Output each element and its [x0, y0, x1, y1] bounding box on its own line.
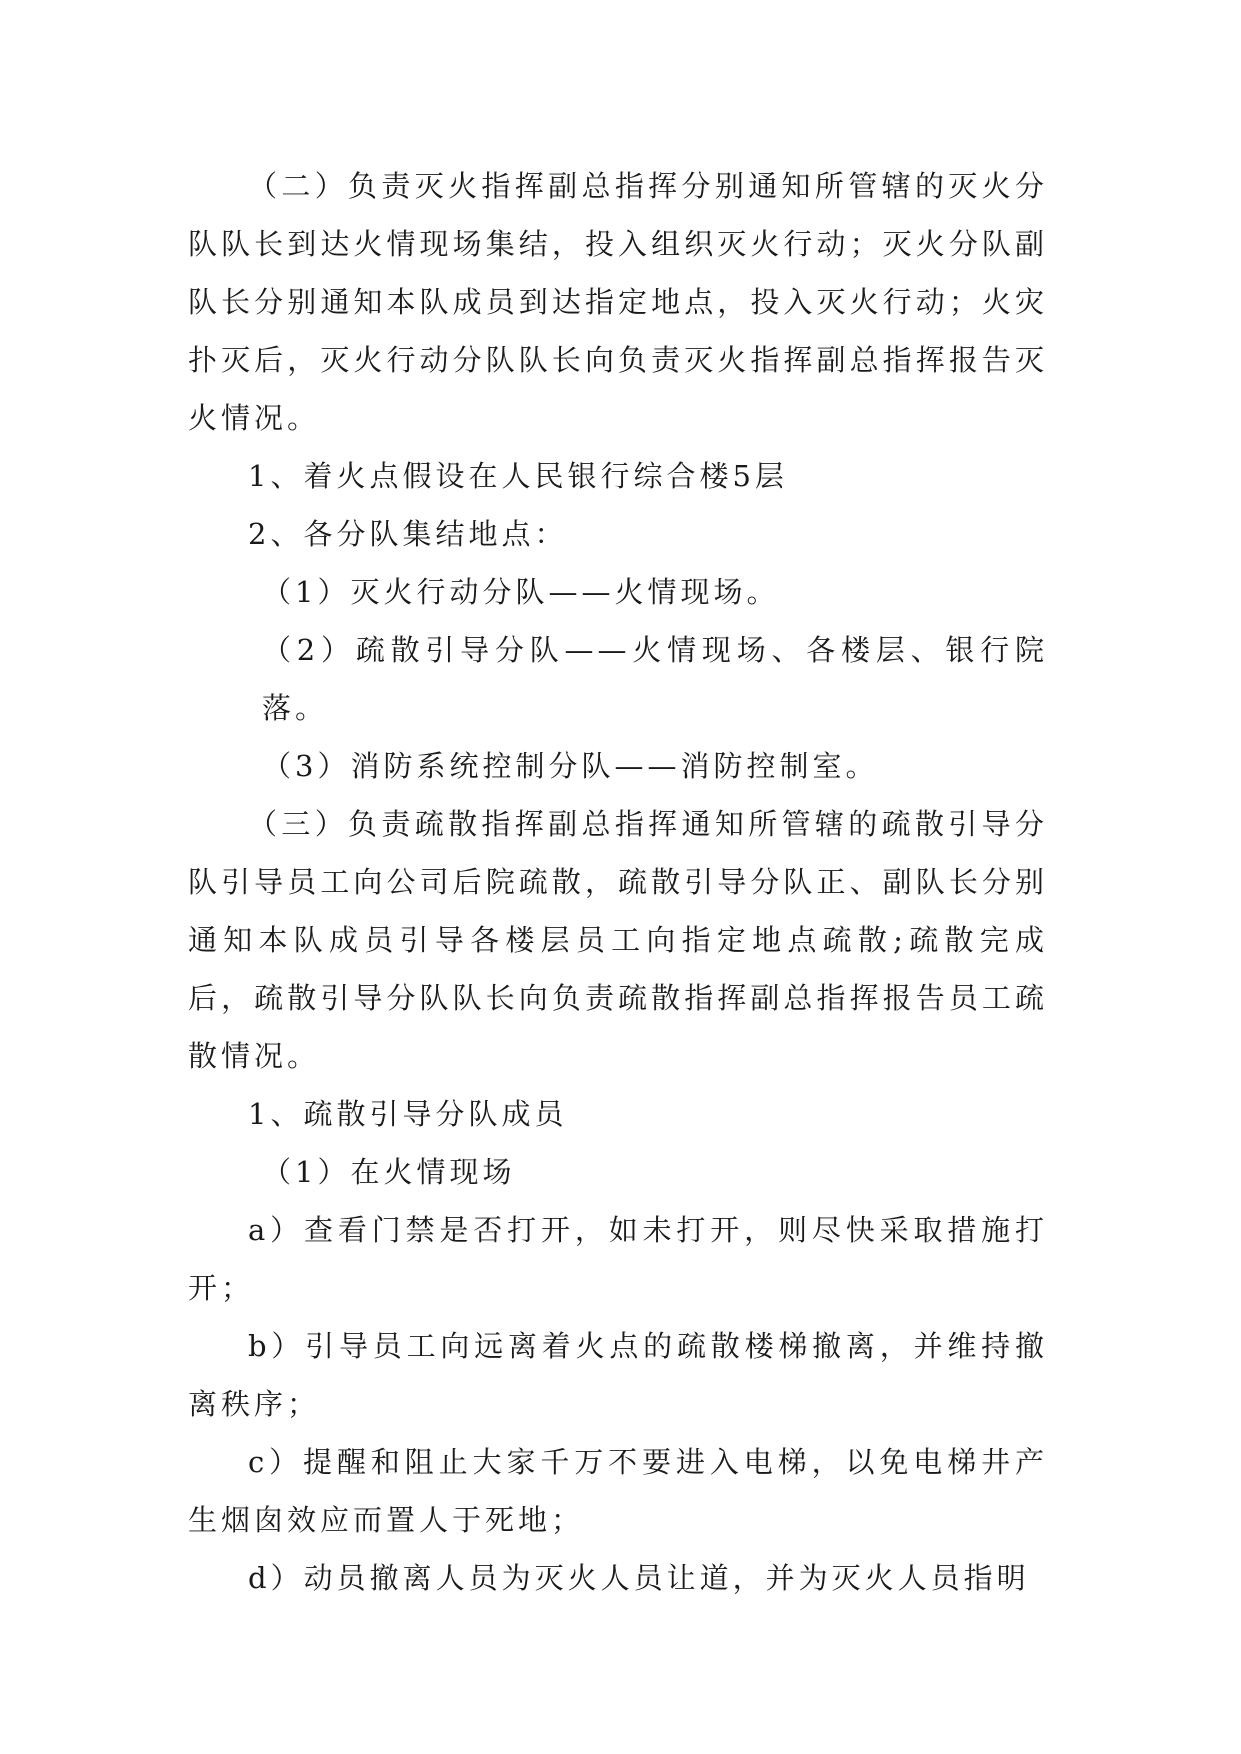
subitem-at-fire-scene: （1）在火情现场 [262, 1155, 516, 1189]
paragraph-item-c: c）提醒和阻止大家千万不要进入电梯，以免电梯井产生烟囱效应而置人于死地； [188, 1445, 1048, 1537]
subitem-evacuation-team: （2）疏散引导分队——火情现场、各楼层、银行院落。 [262, 633, 1048, 725]
document-body [188, 157, 1048, 1607]
item-assembly-points: 2、各分队集结地点： [248, 517, 568, 551]
paragraph-item-b: b）引导员工向远离着火点的疏散楼梯撤离，并维持撤离秩序； [188, 1329, 1048, 1421]
subitem-firefighting-team: （1）灭火行动分队——火情现场。 [262, 575, 780, 609]
paragraph-evacuation-command: （三）负责疏散指挥副总指挥通知所管辖的疏散引导分队引导员工向公司后院疏散，疏散引导分队正、副队长分别通知本队成员引导各楼层员工向指定地点疏散;疏散完成后，疏散引导分队队长向负责疏散指挥副总指挥报告员工疏散情况。 [188, 807, 1048, 1073]
paragraph-item-d: d）动员撤离人员为灭火人员让道，并为灭火人员指明 [248, 1561, 1030, 1595]
item-fire-point: 1、着火点假设在人民银行综合楼5层 [248, 459, 788, 493]
item-evacuation-members: 1、疏散引导分队成员 [248, 1097, 568, 1131]
subitem-control-team: （3）消防系统控制分队——消防控制室。 [262, 749, 879, 783]
paragraph-item-a: a）查看门禁是否打开，如未打开，则尽快采取措施打开； [188, 1213, 1048, 1305]
paragraph-fire-command: （二）负责灭火指挥副总指挥分别通知所管辖的灭火分队队长到达火情现场集结，投入组织灭火行动；灭火分队副队长分别通知本队成员到达指定地点，投入灭火行动；火灾扑灭后，灭火行动分队队长向负责灭火指挥副总指挥报告灭火情况。 [188, 169, 1048, 435]
